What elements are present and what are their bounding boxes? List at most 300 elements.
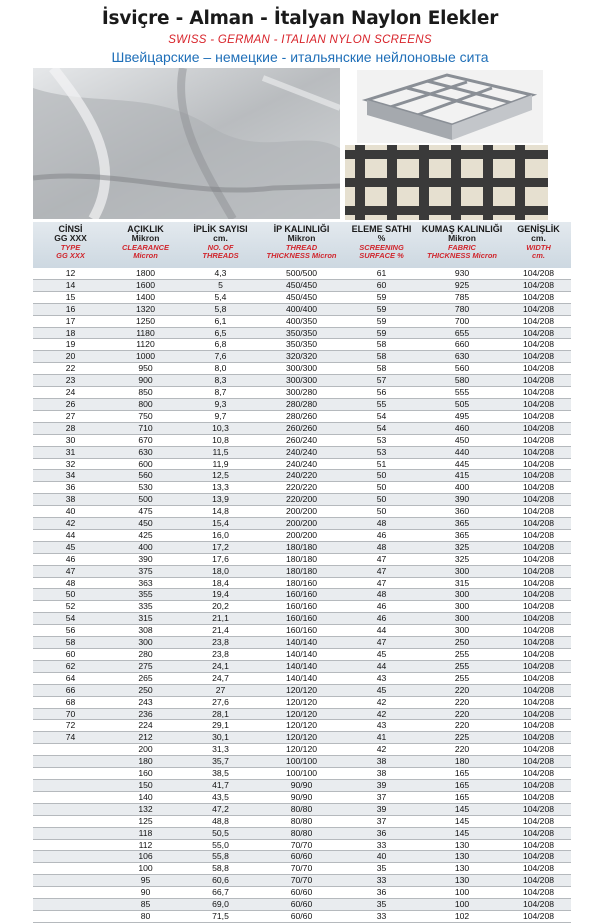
table-cell: 61 [345, 268, 418, 279]
table-cell: 4,3 [183, 268, 258, 279]
table-row [33, 779, 571, 791]
table-cell: 23,8 [183, 637, 258, 649]
table-cell: 50 [345, 494, 418, 506]
table-cell: 23 [33, 375, 108, 387]
table-cell: 104/208 [506, 696, 571, 708]
table-row [33, 851, 571, 863]
table-cell: 44 [345, 660, 418, 672]
table-cell: 130 [418, 839, 506, 851]
table-cell: 48 [345, 589, 418, 601]
table-cell: 104/208 [506, 422, 571, 434]
column-header-english-label: THREADS [202, 250, 239, 260]
table-cell: 120/120 [258, 684, 345, 696]
table-cell: 104/208 [506, 649, 571, 661]
table-cell: 31,3 [183, 744, 258, 756]
table-cell: 1000 [108, 351, 183, 363]
column-header-english-label: THICKNESS Micron [426, 250, 497, 260]
table-cell: 440 [418, 446, 506, 458]
table-cell: 104/208 [506, 910, 571, 922]
column-header-unit: cm. [531, 233, 546, 243]
table-cell: 42 [345, 744, 418, 756]
table-cell: 24 [33, 387, 108, 399]
table-row [33, 434, 571, 446]
table-cell: 35 [345, 899, 418, 911]
table-cell: 54 [345, 422, 418, 434]
table-cell: 655 [418, 327, 506, 339]
table-cell: 400 [108, 541, 183, 553]
table-cell: 1250 [108, 315, 183, 327]
table-cell: 104/208 [506, 541, 571, 553]
table-cell: 505 [418, 398, 506, 410]
table-cell: 360 [418, 506, 506, 518]
table-row [33, 815, 571, 827]
table-cell: 16,0 [183, 529, 258, 541]
table-cell: 130 [418, 875, 506, 887]
table-cell: 35 [345, 863, 418, 875]
table-cell: 1120 [108, 339, 183, 351]
table-cell: 1320 [108, 303, 183, 315]
table-cell: 95 [108, 875, 183, 887]
table-cell: 255 [418, 660, 506, 672]
table-cell: 17 [33, 315, 108, 327]
table-cell: 375 [108, 565, 183, 577]
table-cell: 14,8 [183, 506, 258, 518]
table-cell [33, 779, 108, 791]
table-cell: 250 [418, 637, 506, 649]
column-header-title: İPLİK SAYISI [193, 224, 248, 234]
table-cell: 15,4 [183, 518, 258, 530]
table-cell: 104/208 [506, 589, 571, 601]
table-cell: 104/208 [506, 601, 571, 613]
table-row [33, 565, 571, 577]
table-cell: 104/208 [506, 756, 571, 768]
table-cell: 425 [108, 529, 183, 541]
column-header-english-label: CLEARANCE [121, 242, 170, 252]
table-cell: 22 [33, 363, 108, 375]
table-cell: 400/350 [258, 315, 345, 327]
table-cell: 750 [108, 410, 183, 422]
table-cell: 13,3 [183, 482, 258, 494]
table-cell: 70/70 [258, 839, 345, 851]
table-cell: 46 [345, 601, 418, 613]
table-cell: 220 [418, 684, 506, 696]
table-cell: 60 [345, 279, 418, 291]
table-cell: 950 [108, 363, 183, 375]
table-cell: 104/208 [506, 875, 571, 887]
table-cell: 54 [345, 410, 418, 422]
table-cell: 104/208 [506, 434, 571, 446]
table-cell: 104/208 [506, 494, 571, 506]
table-cell: 600 [108, 458, 183, 470]
table-cell: 47 [33, 565, 108, 577]
table-cell: 70 [33, 708, 108, 720]
table-row [33, 470, 571, 482]
table-row [33, 827, 571, 839]
table-cell: 90/90 [258, 779, 345, 791]
table-cell: 104/208 [506, 815, 571, 827]
table-cell: 57 [345, 375, 418, 387]
table-cell: 104/208 [506, 518, 571, 530]
table-cell: 400 [418, 482, 506, 494]
table-cell: 20,2 [183, 601, 258, 613]
table-row [33, 601, 571, 613]
table-cell: 50 [345, 506, 418, 518]
table-cell: 15 [33, 291, 108, 303]
table-cell: 240/240 [258, 446, 345, 458]
table-cell: 11,5 [183, 446, 258, 458]
table-cell: 48 [345, 541, 418, 553]
table-cell: 70/70 [258, 863, 345, 875]
table-cell: 47 [345, 553, 418, 565]
table-cell: 280/260 [258, 410, 345, 422]
table-row [33, 351, 571, 363]
table-cell: 100 [418, 887, 506, 899]
table-cell: 925 [418, 279, 506, 291]
table-cell: 33 [345, 839, 418, 851]
table-cell: 6,1 [183, 315, 258, 327]
table-cell: 104/208 [506, 779, 571, 791]
column-header-english-label: FABRIC [448, 242, 476, 252]
table-cell [33, 815, 108, 827]
table-cell: 44 [33, 529, 108, 541]
table-cell: 112 [108, 839, 183, 851]
table-cell: 630 [108, 446, 183, 458]
table-row [33, 625, 571, 637]
table-cell: 18 [33, 327, 108, 339]
column-header-title: İP KALINLIĞI [273, 224, 330, 234]
table-cell: 104/208 [506, 720, 571, 732]
table-cell: 240/240 [258, 458, 345, 470]
table-cell: 785 [418, 291, 506, 303]
table-cell: 12 [33, 268, 108, 279]
table-cell: 104/208 [506, 446, 571, 458]
table-row [33, 803, 571, 815]
table-cell: 80/80 [258, 803, 345, 815]
table-cell: 350/350 [258, 327, 345, 339]
table-cell: 37 [345, 791, 418, 803]
table-cell: 104/208 [506, 565, 571, 577]
table-cell: 160/160 [258, 601, 345, 613]
column-header-unit: cm. [213, 233, 228, 243]
title-english: SWISS - GERMAN - ITALIAN NYLON SCREENS [168, 34, 432, 46]
table-cell: 102 [418, 910, 506, 922]
table-cell: 220 [418, 744, 506, 756]
table-row [33, 899, 571, 911]
table-cell: 560 [418, 363, 506, 375]
table-cell: 165 [418, 779, 506, 791]
table-cell: 530 [108, 482, 183, 494]
table-row [33, 637, 571, 649]
table-cell: 8,0 [183, 363, 258, 375]
title-russian: Швейцарские – немецкие - итальянские нейлоновые сита [111, 49, 489, 65]
table-cell: 104/208 [506, 851, 571, 863]
table-cell: 104/208 [506, 553, 571, 565]
table-cell: 220 [418, 696, 506, 708]
table-cell: 104/208 [506, 268, 571, 279]
table-row [33, 422, 571, 434]
table-cell: 104/208 [506, 887, 571, 899]
table-cell: 27 [183, 684, 258, 696]
table-cell: 43 [345, 672, 418, 684]
table-cell: 54 [33, 613, 108, 625]
table-row [33, 339, 571, 351]
table-cell: 104/208 [506, 863, 571, 875]
screen-frame-closeup-photo [357, 70, 543, 143]
table-cell: 200/200 [258, 529, 345, 541]
table-cell: 165 [418, 791, 506, 803]
table-cell: 580 [418, 375, 506, 387]
table-cell: 415 [418, 470, 506, 482]
table-cell: 300 [418, 565, 506, 577]
table-cell: 100/100 [258, 768, 345, 780]
table-cell: 44 [345, 625, 418, 637]
table-cell: 220/200 [258, 494, 345, 506]
table-cell: 130 [418, 863, 506, 875]
table-cell: 45 [345, 684, 418, 696]
table-cell: 700 [418, 315, 506, 327]
table-cell: 555 [418, 387, 506, 399]
table-cell: 140/140 [258, 672, 345, 684]
table-cell: 8,7 [183, 387, 258, 399]
table-cell: 450/450 [258, 279, 345, 291]
table-cell: 70/70 [258, 875, 345, 887]
table-cell: 120/120 [258, 744, 345, 756]
table-cell: 38,5 [183, 768, 258, 780]
table-cell [33, 875, 108, 887]
table-cell: 400/400 [258, 303, 345, 315]
table-cell: 38 [345, 768, 418, 780]
table-cell: 42 [33, 518, 108, 530]
table-cell: 280/280 [258, 398, 345, 410]
column-header-english-label: WIDTH [526, 242, 551, 252]
table-cell: 495 [418, 410, 506, 422]
table-row [33, 839, 571, 851]
table-cell: 43,5 [183, 791, 258, 803]
column-header [506, 222, 571, 268]
table-cell: 260/240 [258, 434, 345, 446]
table-row [33, 791, 571, 803]
table-cell [33, 910, 108, 922]
table-cell: 104/208 [506, 387, 571, 399]
table-cell: 80 [108, 910, 183, 922]
table-cell: 180/180 [258, 553, 345, 565]
column-header-unit: Mikron [448, 233, 476, 243]
column-header-english-label: THICKNESS Micron [266, 250, 337, 260]
table-cell: 104/208 [506, 660, 571, 672]
table-row [33, 708, 571, 720]
table-cell: 104/208 [506, 398, 571, 410]
table-cell: 630 [418, 351, 506, 363]
table-cell: 62 [33, 660, 108, 672]
table-cell: 19,4 [183, 589, 258, 601]
table-cell [33, 839, 108, 851]
table-cell: 60/60 [258, 887, 345, 899]
table-row [33, 744, 571, 756]
table-row [33, 887, 571, 899]
table-cell: 160/160 [258, 625, 345, 637]
table-cell: 47 [345, 565, 418, 577]
table-cell: 104/208 [506, 327, 571, 339]
table-cell: 42 [345, 696, 418, 708]
table-row [33, 875, 571, 887]
table-cell: 39 [345, 803, 418, 815]
table-cell: 104/208 [506, 351, 571, 363]
table-header-row [33, 222, 571, 268]
table-cell: 42 [345, 708, 418, 720]
table-cell: 104/208 [506, 637, 571, 649]
table-cell: 41 [345, 732, 418, 744]
table-cell: 140/140 [258, 660, 345, 672]
table-cell: 200/200 [258, 506, 345, 518]
table-cell: 120/120 [258, 720, 345, 732]
column-header-unit: GG XXX [54, 233, 87, 243]
table-cell: 300 [418, 625, 506, 637]
table-row [33, 768, 571, 780]
table-cell: 355 [108, 589, 183, 601]
table-cell: 21,4 [183, 625, 258, 637]
table-cell: 104/208 [506, 410, 571, 422]
table-cell: 18,4 [183, 577, 258, 589]
table-cell: 58 [345, 351, 418, 363]
table-cell: 24,7 [183, 672, 258, 684]
table-cell [33, 803, 108, 815]
table-cell: 59 [345, 303, 418, 315]
table-cell: 255 [418, 672, 506, 684]
table-cell: 260/260 [258, 422, 345, 434]
table-cell: 300 [418, 613, 506, 625]
table-cell: 104/208 [506, 744, 571, 756]
table-cell: 18,0 [183, 565, 258, 577]
table-cell: 710 [108, 422, 183, 434]
table-cell: 315 [418, 577, 506, 589]
table-row [33, 446, 571, 458]
table-cell: 900 [108, 375, 183, 387]
table-cell: 200 [108, 744, 183, 756]
table-cell: 41,7 [183, 779, 258, 791]
table-cell: 365 [418, 529, 506, 541]
table-cell: 104/208 [506, 672, 571, 684]
table-cell [33, 899, 108, 911]
title-turkish: İsviçre - Alman - İtalyan Naylon Elekler [101, 8, 499, 29]
table-cell: 780 [418, 303, 506, 315]
table-cell: 104/208 [506, 279, 571, 291]
table-row [33, 732, 571, 744]
table-cell: 37 [345, 815, 418, 827]
table-cell: 104/208 [506, 577, 571, 589]
table-cell: 255 [418, 649, 506, 661]
table-cell: 55,8 [183, 851, 258, 863]
table-row [33, 363, 571, 375]
table-cell: 132 [108, 803, 183, 815]
table-cell: 50 [345, 470, 418, 482]
table-cell: 20 [33, 351, 108, 363]
table-cell: 160/160 [258, 613, 345, 625]
table-row [33, 553, 571, 565]
table-row [33, 613, 571, 625]
table-cell: 58 [345, 363, 418, 375]
table-cell: 104/208 [506, 684, 571, 696]
table-cell: 8,3 [183, 375, 258, 387]
table-cell: 53 [345, 434, 418, 446]
table-cell: 320/320 [258, 351, 345, 363]
table-cell: 145 [418, 803, 506, 815]
table-cell: 104/208 [506, 506, 571, 518]
table-cell: 58 [345, 339, 418, 351]
table-cell: 38 [33, 494, 108, 506]
table-cell: 100/100 [258, 756, 345, 768]
table-cell [33, 863, 108, 875]
table-row [33, 458, 571, 470]
column-header-title: AÇIKLIK [127, 224, 164, 234]
table-row [33, 303, 571, 315]
column-header-unit: % [377, 233, 386, 243]
table-cell: 26 [33, 398, 108, 410]
table-cell: 28,1 [183, 708, 258, 720]
table-cell: 60 [33, 649, 108, 661]
table-cell: 140/140 [258, 649, 345, 661]
table-cell: 45 [33, 541, 108, 553]
table-cell: 104/208 [506, 708, 571, 720]
table-cell: 69,0 [183, 899, 258, 911]
column-header-english-label: THREAD [285, 242, 318, 252]
table-cell: 325 [418, 553, 506, 565]
table-cell: 500/500 [258, 268, 345, 279]
table-row [33, 577, 571, 589]
table-cell: 363 [108, 577, 183, 589]
table-cell: 47 [345, 637, 418, 649]
table-cell: 39 [345, 779, 418, 791]
table-cell: 475 [108, 506, 183, 518]
table-cell: 68 [33, 696, 108, 708]
table-cell: 660 [418, 339, 506, 351]
table-cell: 118 [108, 827, 183, 839]
column-header [108, 222, 183, 268]
table-cell: 30 [33, 434, 108, 446]
table-row [33, 529, 571, 541]
table-cell: 59 [345, 327, 418, 339]
table-cell: 31 [33, 446, 108, 458]
column-header-title: GENİŞLİK [517, 224, 560, 234]
table-cell: 9,7 [183, 410, 258, 422]
table-cell: 240/220 [258, 470, 345, 482]
table-cell: 145 [418, 815, 506, 827]
table-cell: 104/208 [506, 625, 571, 637]
table-cell: 104/208 [506, 363, 571, 375]
table-cell: 300 [108, 637, 183, 649]
table-cell: 60/60 [258, 899, 345, 911]
table-cell: 36 [345, 827, 418, 839]
table-cell: 19 [33, 339, 108, 351]
table-cell: 104/208 [506, 291, 571, 303]
table-cell: 140/140 [258, 637, 345, 649]
table-row [33, 506, 571, 518]
table-cell: 66,7 [183, 887, 258, 899]
table-row [33, 649, 571, 661]
table-cell: 1800 [108, 268, 183, 279]
table-cell: 56 [345, 387, 418, 399]
table-cell: 46 [345, 529, 418, 541]
table-cell: 10,3 [183, 422, 258, 434]
table-cell: 80/80 [258, 815, 345, 827]
table-cell: 14 [33, 279, 108, 291]
table-cell: 5,4 [183, 291, 258, 303]
table-row [33, 863, 571, 875]
mesh-macro-photo [345, 145, 548, 220]
table-cell: 40 [33, 506, 108, 518]
table-cell: 1180 [108, 327, 183, 339]
table-cell: 300/300 [258, 363, 345, 375]
table-cell: 6,8 [183, 339, 258, 351]
